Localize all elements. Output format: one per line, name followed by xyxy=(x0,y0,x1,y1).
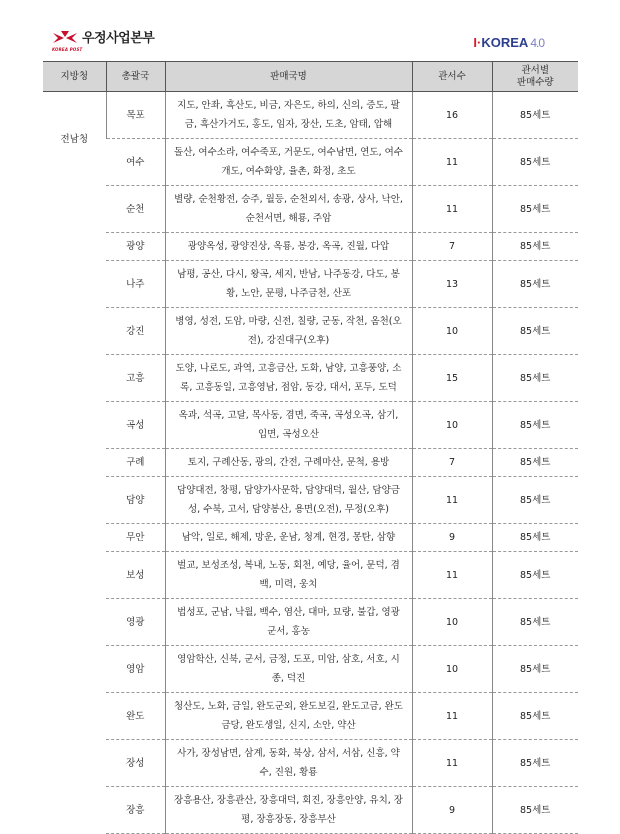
table-row xyxy=(43,740,578,787)
qty-cell: 85세트 xyxy=(492,477,578,524)
count-cell: 11 xyxy=(412,740,492,787)
korea-post-emblem-icon xyxy=(52,30,83,52)
table-row xyxy=(43,186,578,233)
names-cell: 도양, 나로도, 과역, 고흥금산, 도화, 남양, 고흥풍양, 소록, 고흥동일, 고흥영남, 점암, 동강, 대서, 포두, 도덕 xyxy=(165,355,412,402)
qty-cell: 85세트 xyxy=(492,186,578,233)
office-cell: 구례 xyxy=(106,449,165,477)
table-row xyxy=(43,261,578,308)
page-header xyxy=(0,0,620,60)
qty-cell: 85세트 xyxy=(492,139,578,186)
col-header-names: 판매국명 xyxy=(165,62,412,92)
count-cell: 15 xyxy=(412,355,492,402)
count-cell: 7 xyxy=(412,233,492,261)
office-cell: 목포 xyxy=(106,92,165,139)
office-cell: 고흥 xyxy=(106,355,165,402)
names-cell: 지도, 안좌, 흑산도, 비금, 자은도, 하의, 신의, 증도, 팔금, 흑산가거도, 홍도, 임자, 장산, 도초, 암태, 압해 xyxy=(165,92,412,139)
count-cell: 9 xyxy=(412,787,492,834)
office-cell: 강진 xyxy=(106,308,165,355)
count-cell: 9 xyxy=(412,524,492,552)
office-cell: 곡성 xyxy=(106,402,165,449)
names-cell: 옥과, 석곡, 고달, 목사동, 겸면, 죽곡, 곡성오곡, 삼기, 입면, 곡성오산 xyxy=(165,402,412,449)
qty-cell: 85세트 xyxy=(492,449,578,477)
count-cell: 10 xyxy=(412,308,492,355)
names-cell: 담양대전, 창평, 담양가사문학, 담양대덕, 월산, 담양금성, 수북, 고서, 담양봉산, 용면(오전), 무정(오후) xyxy=(165,477,412,524)
table-row xyxy=(43,693,578,740)
qty-cell: 85세트 xyxy=(492,355,578,402)
col-header-office: 총괄국 xyxy=(106,62,165,92)
office-cell: 보성 xyxy=(106,552,165,599)
table-row xyxy=(43,139,578,186)
col-header-count: 관서수 xyxy=(412,62,492,92)
qty-cell: 85세트 xyxy=(492,92,578,139)
office-cell: 완도 xyxy=(106,693,165,740)
table-row xyxy=(43,477,578,524)
table-row xyxy=(43,355,578,402)
qty-cell: 85세트 xyxy=(492,787,578,834)
count-cell: 11 xyxy=(412,477,492,524)
names-cell: 토지, 구례산동, 광의, 간전, 구례마산, 문척, 용방 xyxy=(165,449,412,477)
count-cell: 10 xyxy=(412,402,492,449)
i-korea-i: I· xyxy=(473,35,482,50)
office-cell: 나주 xyxy=(106,261,165,308)
office-cell: 영암 xyxy=(106,646,165,693)
table-row xyxy=(43,92,578,139)
col-header-region: 지방청 xyxy=(43,62,106,92)
qty-cell: 85세트 xyxy=(492,261,578,308)
qty-cell: 85세트 xyxy=(492,646,578,693)
table-row xyxy=(43,787,578,834)
i-korea-text: KOREA xyxy=(481,35,529,50)
names-cell: 법성포, 군남, 낙월, 백수, 염산, 대마, 묘량, 불갑, 영광군서, 홍농 xyxy=(165,599,412,646)
names-cell: 청산도, 노화, 금일, 완도군외, 완도보길, 완도고금, 완도금당, 완도생일, 신지, 소안, 약산 xyxy=(165,693,412,740)
office-cell: 영광 xyxy=(106,599,165,646)
names-cell: 장흥용산, 장흥관산, 장흥대덕, 회진, 장흥안양, 유치, 장평, 장흥장동, 장흥부산 xyxy=(165,787,412,834)
table-row xyxy=(43,552,578,599)
count-cell: 7 xyxy=(412,449,492,477)
qty-cell: 85세트 xyxy=(492,308,578,355)
qty-cell: 85세트 xyxy=(492,599,578,646)
office-cell: 광양 xyxy=(106,233,165,261)
i-korea-num: 4.0 xyxy=(530,36,544,50)
qty-cell: 85세트 xyxy=(492,552,578,599)
office-cell: 담양 xyxy=(106,477,165,524)
table-header-row xyxy=(43,62,578,92)
count-cell: 11 xyxy=(412,552,492,599)
table-row xyxy=(43,233,578,261)
korea-post-title: 우정사업본부 xyxy=(82,31,155,46)
table-row xyxy=(43,449,578,477)
office-cell: 장흥 xyxy=(106,787,165,834)
names-cell: 영암학산, 신북, 군서, 금정, 도포, 미암, 삼호, 서호, 시종, 덕진 xyxy=(165,646,412,693)
office-cell: 여수 xyxy=(106,139,165,186)
count-cell: 16 xyxy=(412,92,492,139)
table-body xyxy=(43,92,578,834)
names-cell: 별량, 순천황전, 승주, 월등, 순천외서, 송광, 상사, 낙안, 순천서면, 해룡, 주암 xyxy=(165,186,412,233)
table-row xyxy=(43,646,578,693)
korea-post-logo xyxy=(52,30,154,54)
names-cell: 광양옥성, 광양진상, 옥룡, 봉강, 옥곡, 진월, 다압 xyxy=(165,233,412,261)
sales-office-table xyxy=(43,61,578,834)
count-cell: 11 xyxy=(412,186,492,233)
office-cell: 순천 xyxy=(106,186,165,233)
qty-cell: 85세트 xyxy=(492,233,578,261)
count-cell: 10 xyxy=(412,599,492,646)
qty-cell: 85세트 xyxy=(492,740,578,787)
table-row xyxy=(43,308,578,355)
count-cell: 11 xyxy=(412,693,492,740)
names-cell: 사가, 장성남면, 삼계, 동화, 북상, 삼서, 서삼, 신흥, 약수, 진원, 황룡 xyxy=(165,740,412,787)
col-header-qty: 관서별 판매수량 xyxy=(492,62,578,92)
office-cell: 무안 xyxy=(106,524,165,552)
table-row xyxy=(43,524,578,552)
qty-cell: 85세트 xyxy=(492,524,578,552)
qty-cell: 85세트 xyxy=(492,693,578,740)
table-row xyxy=(43,402,578,449)
office-cell: 장성 xyxy=(106,740,165,787)
region-cell: 전남청 xyxy=(60,134,89,145)
qty-cell: 85세트 xyxy=(492,402,578,449)
count-cell: 11 xyxy=(412,139,492,186)
names-cell: 남악, 일로, 해제, 망운, 운남, 청계, 현경, 몽탄, 삼향 xyxy=(165,524,412,552)
i-korea-logo xyxy=(473,35,544,50)
count-cell: 13 xyxy=(412,261,492,308)
names-cell: 벌교, 보성조성, 복내, 노동, 회천, 예당, 율어, 문덕, 겸백, 미력, 웅치 xyxy=(165,552,412,599)
names-cell: 남평, 공산, 다시, 왕곡, 세지, 반남, 나주동강, 다도, 봉황, 노안, 문평, 나주금천, 산포 xyxy=(165,261,412,308)
count-cell: 10 xyxy=(412,646,492,693)
names-cell: 병영, 성전, 도암, 마량, 신전, 칠량, 군동, 작천, 옴천(오전), 강진대구(오후) xyxy=(165,308,412,355)
table-row xyxy=(43,599,578,646)
names-cell: 돌산, 여수소라, 여수죽포, 거문도, 여수남면, 연도, 여수개도, 여수화양, 율촌, 화정, 초도 xyxy=(165,139,412,186)
korea-post-sub: KOREA POST xyxy=(52,47,83,52)
